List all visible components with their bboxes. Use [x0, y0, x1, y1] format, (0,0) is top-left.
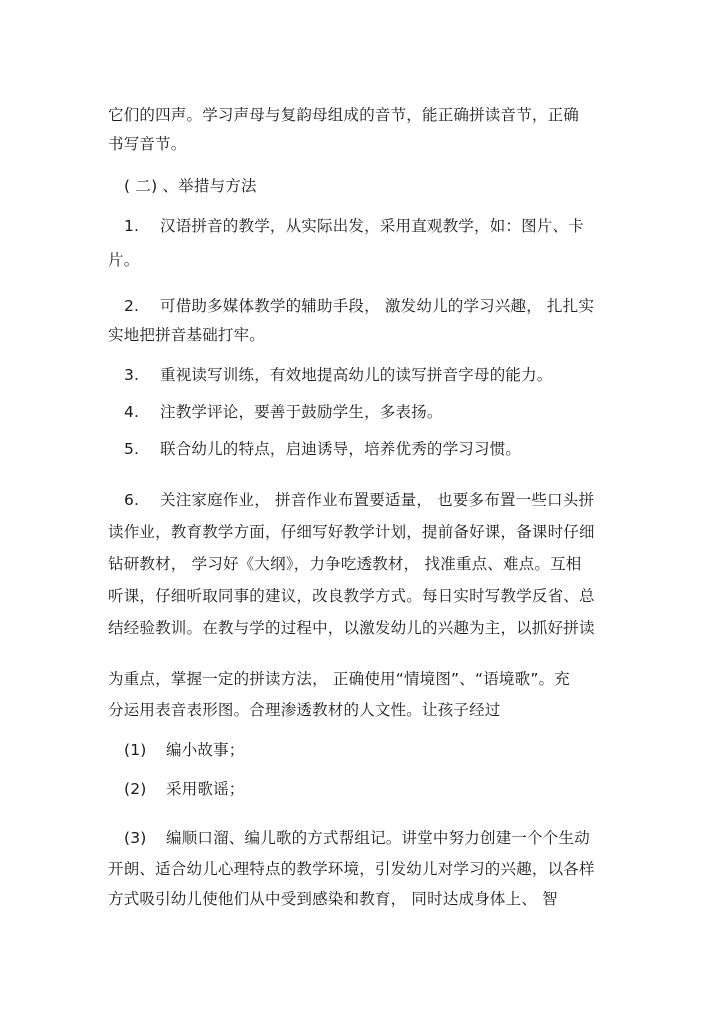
list-item-6: [124, 490, 594, 510]
sub-item-number: (1): [124, 741, 147, 759]
list-item-2: [124, 296, 594, 316]
sub-item-3-cont-1: 开朗、适合幼儿心理特点的教学环境，引发幼儿对学习的兴趣，以各样: [108, 860, 595, 878]
list-item-6-cont-4: 结经验教训。在教与学的过程中，以激发幼儿的兴趣为主，以抓好拼读: [108, 619, 595, 637]
sub-item-number: (2): [124, 780, 147, 798]
item-number: 5.: [124, 440, 140, 458]
list-item-4: [124, 402, 443, 422]
item-number: 6.: [124, 491, 140, 509]
list-item-6-cont-5: 为重点，掌握一定的拼读方法， 正确使用“情境图”、“语境歌”。充: [108, 670, 570, 688]
intro-line-2: 书写音节。: [108, 135, 187, 153]
item-number: 3.: [124, 366, 140, 384]
sub-item-number: (3): [124, 829, 147, 847]
list-item-6-cont-6: 分运用表音表形图。合理渗透教材的人文性。让孩子经过: [108, 701, 501, 719]
item-number: 1.: [124, 217, 140, 235]
sub-item-text: 采用歌谣；: [166, 780, 245, 798]
item-text: 重视读写训练，有效地提高幼儿的读写拼音字母的能力。: [160, 366, 553, 384]
sub-item-1: [124, 740, 245, 760]
item-text: 注教学评论，要善于鼓励学生，多表扬。: [160, 403, 443, 421]
sub-item-2: [124, 779, 245, 799]
list-item-3: [124, 365, 553, 385]
item-text: 联合幼儿的特点，启迪诱导，培养优秀的学习习惯。: [160, 440, 522, 458]
list-item-5: [124, 439, 521, 459]
item-number: 2.: [124, 297, 140, 315]
section-heading: ( 二) 、举措与方法: [124, 177, 257, 195]
intro-line-1: 它们的四声。学习声母与复韵母组成的音节，能正确拼读音节，正确: [108, 106, 580, 124]
item-text: 关注家庭作业， 拼音作业布置要适量， 也要多布置一些口头拼: [160, 491, 595, 509]
sub-item-text: 编顺口溜、编儿歌的方式帮组记。讲堂中努力创建一个个生动: [166, 829, 590, 847]
sub-item-3: [124, 828, 590, 848]
item-text: 可借助多媒体教学的辅助手段， 激发幼儿的学习兴趣， 扎扎实: [160, 297, 595, 315]
list-item-1-cont: 片。: [108, 251, 140, 269]
list-item-6-cont-1: 读作业，教育教学方面，仔细写好教学计划，提前备好课，备课时仔细: [108, 523, 595, 541]
list-item-6-cont-3: 听课，仔细听取同事的建议，改良教学方式。每日实时写教学反省、总: [108, 587, 595, 605]
sub-item-text: 编小故事；: [166, 741, 245, 759]
list-item-1: [124, 216, 584, 236]
list-item-2-cont: 实地把拼音基础打牢。: [108, 326, 266, 344]
item-text: 汉语拼音的教学，从实际出发，采用直观教学，如：图片、卡: [160, 217, 584, 235]
sub-item-3-cont-2: 方式吸引幼儿使他们从中受到感染和教育， 同时达成身体上、 智: [108, 890, 558, 908]
list-item-6-cont-2: 钻研教材， 学习好《大纲》，力争吃透教材， 找准重点、难点。互相: [108, 555, 582, 573]
item-number: 4.: [124, 403, 140, 421]
